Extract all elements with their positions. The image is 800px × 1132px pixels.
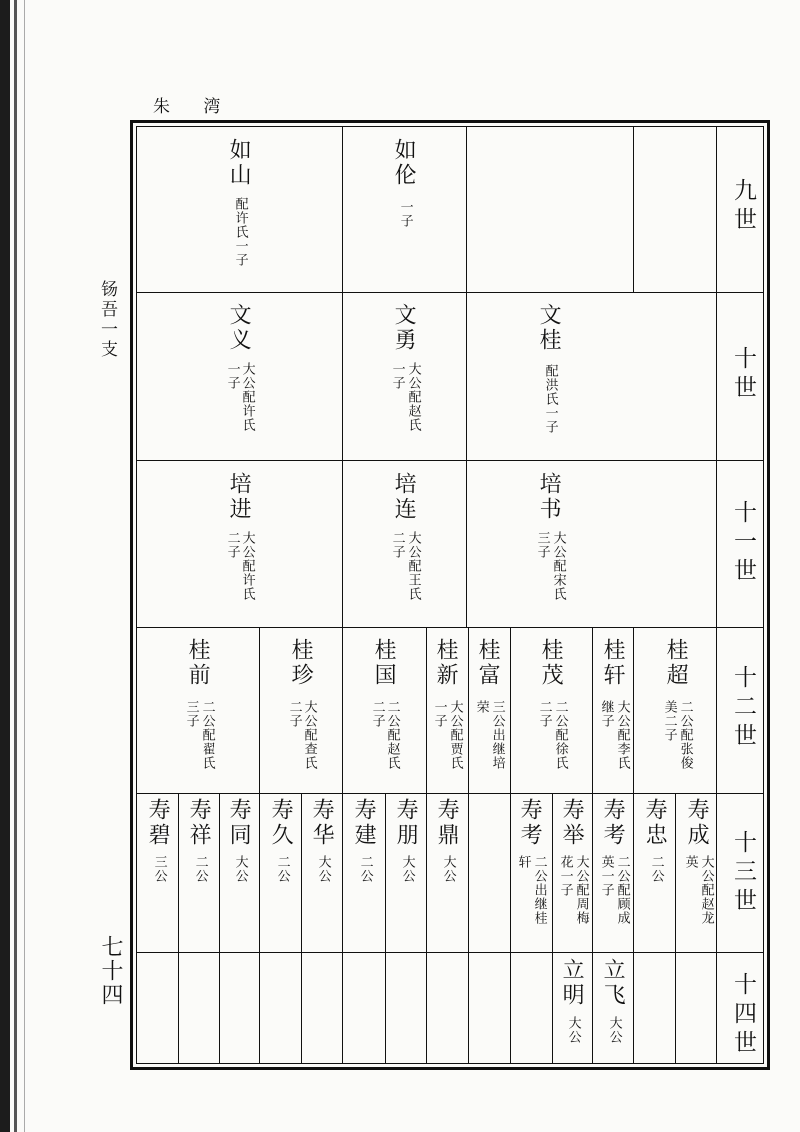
generation-label: 十世: [730, 346, 756, 404]
row-divider: [136, 793, 764, 794]
book-binding-edge: [0, 0, 10, 1132]
person-name: 寿成: [684, 798, 710, 848]
person-name: 立明: [559, 958, 585, 1008]
person-name: 培进: [226, 472, 252, 522]
person-note: 三子: [534, 531, 550, 559]
person-note: 二公配翟氏: [199, 700, 215, 770]
person-note: 大公配许氏: [239, 531, 255, 601]
column-divider: [342, 793, 343, 1064]
person-name: 桂超: [663, 638, 689, 688]
person-note: 轩: [515, 855, 531, 869]
person-note: 三公出继培: [489, 700, 505, 770]
person-note: 一子: [431, 700, 447, 728]
row-divider: [136, 952, 764, 953]
person-name: 如山: [226, 138, 252, 188]
person-note: 二公: [648, 855, 664, 883]
book-binding-line: [14, 0, 17, 1132]
person-name: 桂富: [475, 638, 501, 688]
column-divider: [426, 793, 427, 1064]
person-name: 寿久: [268, 798, 294, 848]
person-note: 大公配贾氏: [447, 700, 463, 770]
person-note: 大公: [399, 855, 415, 883]
person-note: 花一子: [557, 855, 573, 897]
person-name: 寿碧: [145, 798, 171, 848]
person-name: 寿建: [351, 798, 377, 848]
person-note: 美二子: [661, 700, 677, 742]
person-note: 一子: [397, 200, 413, 228]
generation-label: 十二世: [730, 665, 756, 752]
person-name: 寿同: [226, 798, 252, 848]
row-divider: [136, 292, 764, 293]
person-name: 寿华: [309, 798, 335, 848]
person-name: 文义: [226, 303, 252, 353]
person-name: 培书: [536, 472, 562, 522]
person-note: 配洪氏一子: [542, 364, 558, 434]
column-divider: [716, 126, 717, 1064]
person-name: 桂新: [433, 638, 459, 688]
person-note: 二公配赵氏: [384, 700, 400, 770]
person-name: 桂国: [371, 638, 397, 688]
generation-label: 十四世: [730, 972, 756, 1059]
person-note: 大公: [565, 1016, 581, 1044]
person-name: 桂茂: [538, 638, 564, 688]
column-divider: [592, 627, 593, 793]
person-note: 大公: [606, 1016, 622, 1044]
person-note: 一子: [224, 362, 240, 390]
column-divider: [468, 627, 469, 793]
person-name: 如伦: [391, 138, 417, 188]
person-note: 大公配王氏: [405, 531, 421, 601]
person-note: 继子: [598, 700, 614, 728]
person-note: 二子: [224, 531, 240, 559]
person-name: 培连: [391, 472, 417, 522]
page-number: 七十四: [98, 935, 123, 1007]
genealogy-table-inner-frame: [136, 126, 764, 1064]
column-divider: [633, 126, 634, 293]
person-note: 大公配许氏: [239, 362, 255, 432]
column-divider: [510, 627, 511, 793]
person-name: 桂前: [185, 638, 211, 688]
person-note: 三公: [151, 855, 167, 883]
row-divider: [136, 627, 764, 628]
generation-label: 九世: [730, 178, 756, 236]
person-note: 大公配赵龙: [698, 855, 714, 925]
person-name: 寿祥: [186, 798, 212, 848]
row-divider: [136, 460, 764, 461]
person-note: 英: [682, 855, 698, 869]
column-divider: [342, 627, 343, 793]
person-note: 二公出继桂: [531, 855, 547, 925]
person-note: 二子: [389, 531, 405, 559]
person-name: 寿考: [600, 798, 626, 848]
person-note: 二子: [536, 700, 552, 728]
person-note: 二子: [286, 700, 302, 728]
person-name: 寿举: [559, 798, 585, 848]
person-note: 大公: [315, 855, 331, 883]
person-note: 二公配顾成: [614, 855, 630, 925]
person-note: 大公: [440, 855, 456, 883]
person-note: 荣: [473, 700, 489, 714]
column-divider: [675, 793, 676, 1064]
branch-label: 钖吾一支: [97, 280, 117, 360]
book-binding-line: [24, 0, 25, 1132]
column-divider: [259, 627, 260, 793]
column-divider: [342, 126, 343, 627]
person-name: 寿鼎: [434, 798, 460, 848]
person-note: 二公配张俊: [677, 700, 693, 770]
person-name: 寿朋: [393, 798, 419, 848]
column-divider: [633, 793, 634, 1064]
person-note: 大公配宋氏: [550, 531, 566, 601]
person-name: 立飞: [600, 958, 626, 1008]
generation-label: 十一世: [730, 500, 756, 587]
column-divider: [385, 793, 386, 1064]
person-note: 英一子: [598, 855, 614, 897]
person-note: 一子: [389, 362, 405, 390]
person-name: 桂轩: [600, 638, 626, 688]
column-divider: [510, 793, 511, 1064]
column-divider: [592, 793, 593, 1064]
column-divider: [468, 793, 469, 1064]
person-note: 三子: [183, 700, 199, 728]
person-note: 大公配周梅: [573, 855, 589, 925]
column-divider: [466, 126, 467, 627]
person-note: 二公: [357, 855, 373, 883]
column-divider: [259, 793, 260, 1064]
column-divider: [552, 793, 553, 1064]
person-note: 大公配李氏: [614, 700, 630, 770]
person-note: 二子: [369, 700, 385, 728]
page-header: 朱 湾: [153, 97, 235, 117]
person-note: 二公: [192, 855, 208, 883]
person-note: 大公: [232, 855, 248, 883]
person-name: 寿考: [517, 798, 543, 848]
person-name: 桂珍: [288, 638, 314, 688]
column-divider: [219, 793, 220, 1064]
generation-label: 十三世: [730, 830, 756, 917]
column-divider: [301, 793, 302, 1064]
column-divider: [178, 793, 179, 1064]
person-note: 二公配徐氏: [552, 700, 568, 770]
person-note: 二公: [274, 855, 290, 883]
person-name: 寿忠: [642, 798, 668, 848]
column-divider: [633, 627, 634, 793]
person-name: 文桂: [536, 303, 562, 353]
person-note: 大公配查氏: [301, 700, 317, 770]
person-name: 文勇: [391, 303, 417, 353]
column-divider: [426, 627, 427, 793]
person-note: 大公配赵氏: [405, 362, 421, 432]
person-note: 配许氏一子: [232, 197, 248, 267]
